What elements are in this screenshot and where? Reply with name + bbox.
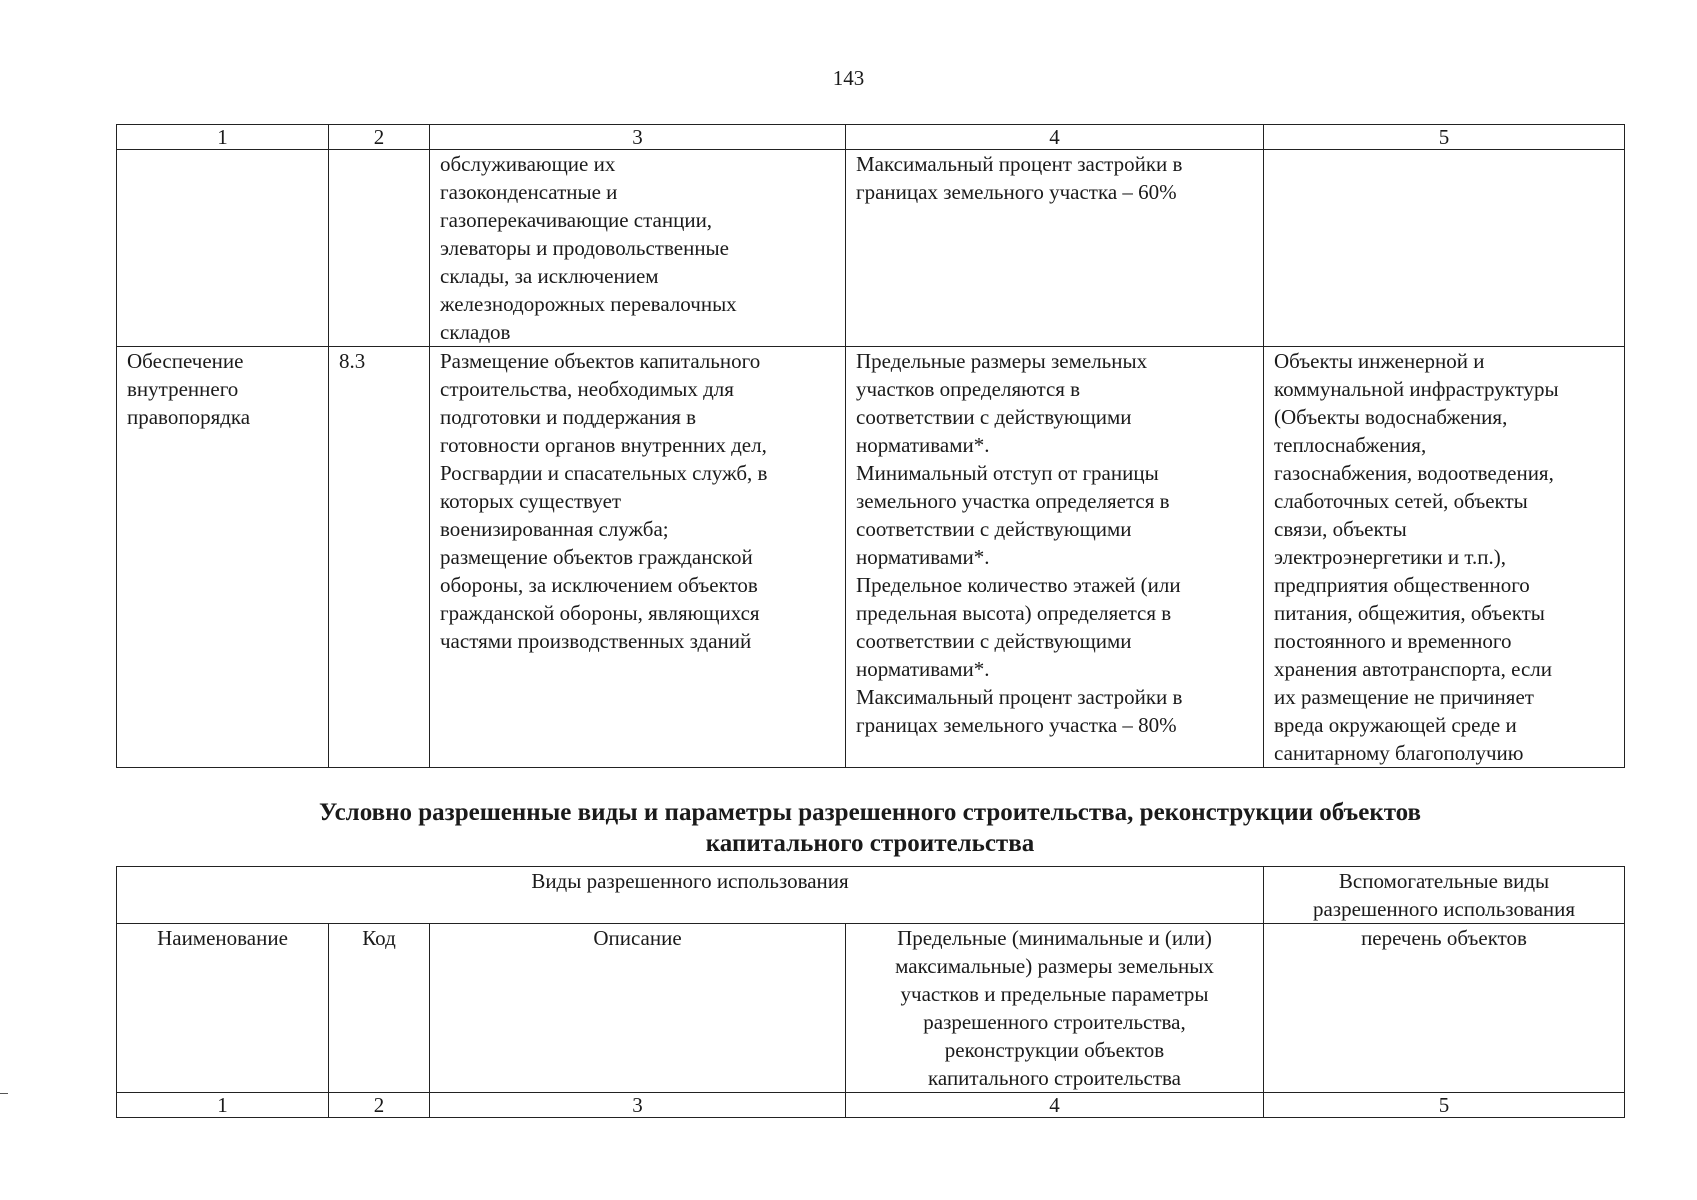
code-cell: 8.3 [329,347,430,768]
auxiliary-line: санитарному благополучию [1274,741,1524,765]
description-line: Размещение объектов капитального [440,349,761,373]
description-line: железнодорожных перевалочных [440,292,737,316]
parameter-line: нормативами*. [856,545,990,569]
column-header-parameters-line: участков и предельные параметры [900,982,1209,1006]
main-use-table-continued [116,124,1625,768]
column-header-parameters [846,924,1264,1093]
section-heading [200,797,1540,859]
column-header-code: Код [329,924,430,1093]
column-number-2: 2 [329,1093,430,1118]
auxiliary-line: вреда окружающей среде и [1274,713,1517,737]
column-header-name: Наименование [117,924,329,1093]
description-line: частями производственных зданий [440,629,752,653]
auxiliary-line: (Объекты водоснабжения, [1274,405,1508,429]
parameter-line: предельная высота) определяется в [856,601,1172,625]
description-line: размещение объектов гражданской [440,545,753,569]
description-line: склады, за исключением [440,264,659,288]
auxiliary-line: их размещение не причиняет [1274,685,1534,709]
description-cell [430,347,846,768]
conditional-use-table [116,866,1625,1118]
description-line: гражданской обороны, являющихся [440,601,760,625]
parameter-line: Максимальный процент застройки в [856,685,1183,709]
auxiliary-header-cell [1264,867,1625,924]
parameter-line: нормативами*. [856,657,990,681]
parameter-line: границах земельного участка – 80% [856,713,1177,737]
parameter-line: соответствии с действующими [856,629,1132,653]
scan-margin-mark [0,1093,8,1094]
parameter-line: Предельные размеры земельных [856,349,1148,373]
parameter-line: участков определяются в [856,377,1081,401]
column-number-5: 5 [1264,1093,1625,1118]
column-header-row [117,924,1625,1093]
description-line: подготовки и поддержания в [440,405,697,429]
description-line: готовности органов внутренних дел, [440,433,767,457]
column-number-row [117,125,1625,150]
name-cell-empty [117,150,329,347]
auxiliary-line: связи, объекты [1274,517,1407,541]
auxiliary-cell [1264,347,1625,768]
auxiliary-line: предприятия общественного [1274,573,1530,597]
auxiliary-header-line: Вспомогательные виды [1338,869,1550,893]
group-header-cell: Виды разрешенного использования [117,867,1264,924]
auxiliary-line: газоснабжения, водоотведения, [1274,461,1554,485]
column-number-5: 5 [1264,125,1625,150]
name-cell [117,347,329,768]
code-cell-empty [329,150,430,347]
column-number-3: 3 [430,1093,846,1118]
auxiliary-header-line: разрешенного использования [1312,897,1576,921]
page-number: 143 [832,66,865,90]
description-line: строительства, необходимых для [440,377,734,401]
parameters-cell [846,347,1264,768]
auxiliary-line: теплоснабжения, [1274,433,1427,457]
section-heading-line: капитального строительства [705,830,1035,857]
description-cell [430,150,846,347]
description-line: газоперекачивающие станции, [440,208,713,232]
auxiliary-line: питания, общежития, объекты [1274,601,1545,625]
column-number-1: 1 [117,1093,329,1118]
description-line: Росгвардии и спасательных служб, в [440,461,768,485]
parameter-line: Предельное количество этажей (или [856,573,1181,597]
parameter-line: границах земельного участка – 60% [856,180,1177,204]
column-number-3: 3 [430,125,846,150]
parameter-line: Минимальный отступ от границы [856,461,1159,485]
parameter-line: Максимальный процент застройки в [856,152,1183,176]
column-header-parameters-line: капитального строительства [928,1066,1181,1090]
section-heading-line: Условно разрешенные виды и параметры разрешенного строительства, реконструкции объектов [318,799,1422,826]
column-header-parameters-line: Предельные (минимальные и (или) [897,926,1212,950]
auxiliary-line: хранения автотранспорта, если [1274,657,1553,681]
description-line: которых существует [440,489,622,513]
auxiliary-line: Объекты инженерной и [1274,349,1485,373]
auxiliary-line: постоянного и временного [1274,629,1512,653]
description-line: элеваторы и продовольственные [440,236,729,260]
column-number-4: 4 [846,125,1264,150]
parameter-line: нормативами*. [856,433,990,457]
auxiliary-line: коммунальной инфраструктуры [1274,377,1559,401]
description-line: обслуживающие их [440,152,616,176]
name-line: правопорядка [127,405,251,429]
description-line: газоконденсатные и [440,180,618,204]
column-header-parameters-line: максимальные) размеры земельных [895,954,1214,978]
auxiliary-line: электроэнергетики и т.п.), [1274,545,1506,569]
parameter-line: земельного участка определяется в [856,489,1170,513]
table-row-8-3 [117,347,1625,768]
column-number-row [117,1093,1625,1118]
description-line: складов [440,320,511,344]
column-number-1: 1 [117,125,329,150]
auxiliary-line: слаботочных сетей, объекты [1274,489,1528,513]
column-number-4: 4 [846,1093,1264,1118]
column-header-parameters-line: реконструкции объектов [944,1038,1165,1062]
description-line: обороны, за исключением объектов [440,573,758,597]
description-line: военизированная служба; [440,517,669,541]
name-line: Обеспечение [127,349,244,373]
table-row [117,150,1625,347]
column-header-description: Описание [430,924,846,1093]
parameter-line: соответствии с действующими [856,517,1132,541]
parameters-cell [846,150,1264,347]
column-number-2: 2 [329,125,430,150]
group-header-row [117,867,1625,924]
name-line: внутреннего [127,377,239,401]
column-header-parameters-line: разрешенного строительства, [923,1010,1186,1034]
parameter-line: соответствии с действующими [856,405,1132,429]
auxiliary-cell-empty [1264,150,1625,347]
column-header-auxiliary: перечень объектов [1264,924,1625,1093]
